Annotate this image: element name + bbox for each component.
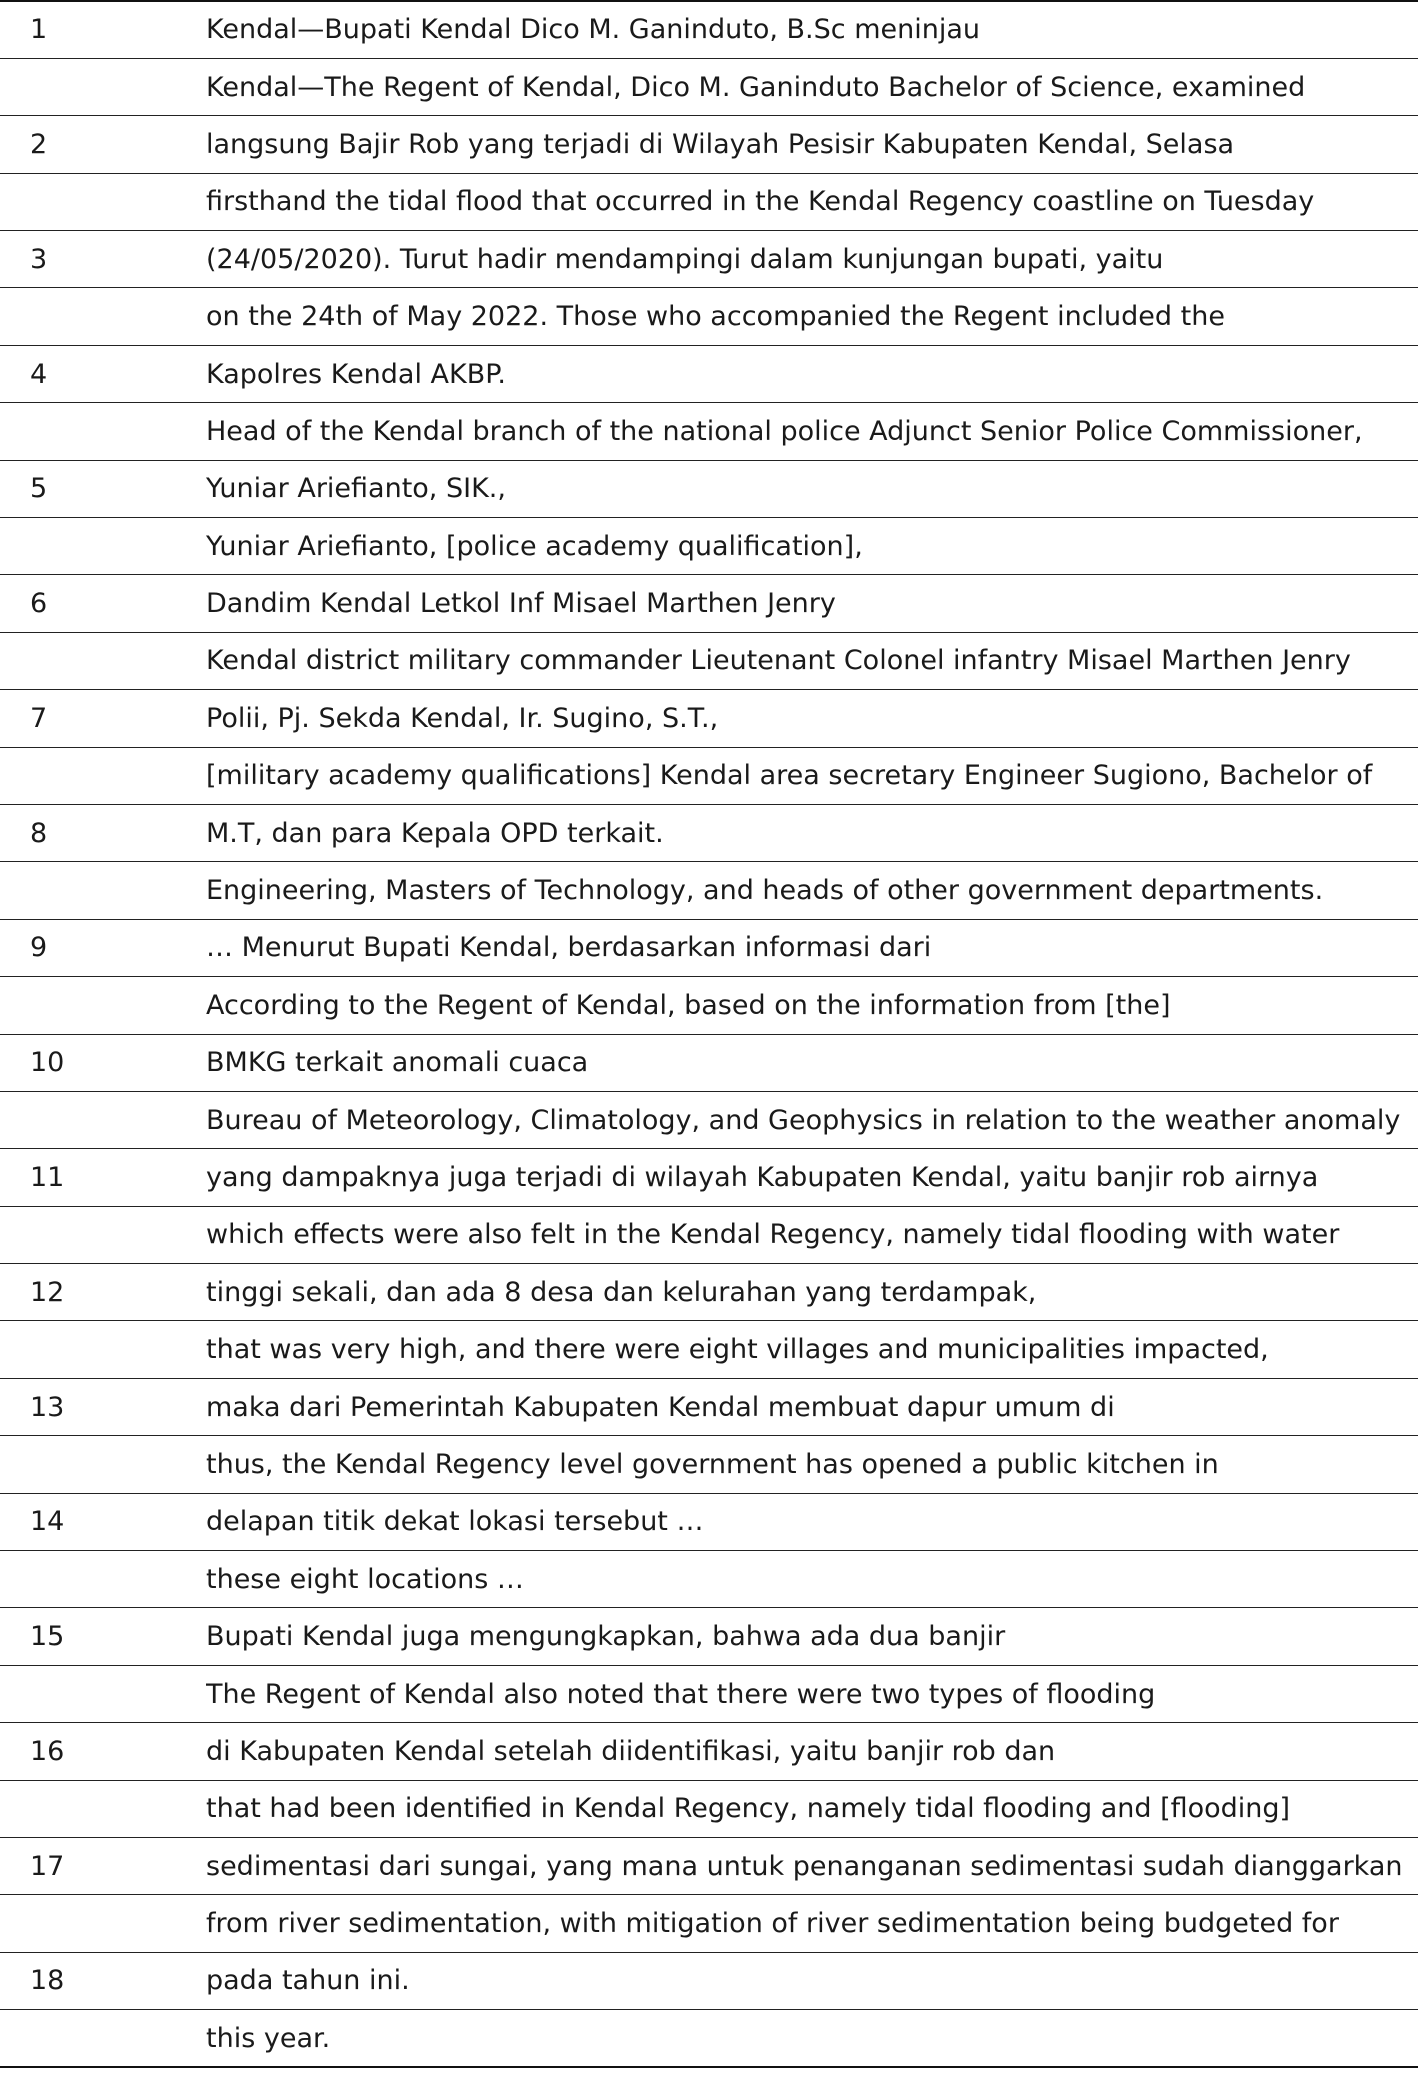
transcript-body [0,1,1418,2067]
translation-line-row [0,862,1418,919]
line-number: 3 [0,231,206,288]
original-text: langsung Bajir Rob yang terjadi di Wilayah Pesisir Kabupaten Kendal, Selasa [206,116,1418,173]
original-line-row [0,1608,1418,1665]
original-text: … Menurut Bupati Kendal, berdasarkan informasi dari [206,919,1418,976]
translation-text: Engineering, Masters of Technology, and heads of other government departments. [206,862,1418,919]
translation-line-row [0,1091,1418,1148]
translation-line-row [0,173,1418,230]
line-number: 8 [0,804,206,861]
translation-line-row [0,1780,1418,1837]
original-line-row [0,1723,1418,1780]
line-number-blank [0,2010,206,2067]
translation-line-row [0,288,1418,345]
translation-text: which effects were also felt in the Kendal Regency, namely tidal flooding with water [206,1206,1418,1263]
line-number: 11 [0,1149,206,1206]
line-number-blank [0,977,206,1034]
translation-text: that was very high, and there were eight villages and municipalities impacted, [206,1321,1418,1378]
original-text: pada tahun ini. [206,1952,1418,2009]
translation-text: firsthand the tidal flood that occurred in the Kendal Regency coastline on Tuesday [206,173,1418,230]
original-line-row [0,690,1418,747]
translation-text: Head of the Kendal branch of the national police Adjunct Senior Police Commissioner, [206,403,1418,460]
line-number-blank [0,403,206,460]
line-number: 15 [0,1608,206,1665]
line-number: 12 [0,1264,206,1321]
original-line-row [0,345,1418,402]
translation-line-row [0,403,1418,460]
original-line-row [0,919,1418,976]
translation-line-row [0,1436,1418,1493]
translation-text: The Regent of Kendal also noted that there were two types of flooding [206,1665,1418,1722]
translation-line-row [0,1551,1418,1608]
original-text: di Kabupaten Kendal setelah diidentifikasi, yaitu banjir rob dan [206,1723,1418,1780]
original-line-row [0,231,1418,288]
original-text: (24/05/2020). Turut hadir mendampingi dalam kunjungan bupati, yaitu [206,231,1418,288]
original-line-row [0,1264,1418,1321]
line-number-blank [0,1780,206,1837]
original-text: maka dari Pemerintah Kabupaten Kendal membuat dapur umum di [206,1378,1418,1435]
original-line-row [0,116,1418,173]
translation-line-row [0,1206,1418,1263]
translation-text: According to the Regent of Kendal, based on the information from [the] [206,977,1418,1034]
line-number-blank [0,1321,206,1378]
line-number-blank [0,747,206,804]
original-line-row [0,460,1418,517]
original-line-row [0,575,1418,632]
line-number: 7 [0,690,206,747]
line-number: 14 [0,1493,206,1550]
translation-text: Kendal district military commander Lieutenant Colonel infantry Misael Marthen Jenry [206,632,1418,689]
translation-line-row [0,2010,1418,2067]
original-line-row [0,1034,1418,1091]
line-number-blank [0,1665,206,1722]
translation-text: Yuniar Ariefianto, [police academy qualification], [206,518,1418,575]
original-text: Kapolres Kendal AKBP. [206,345,1418,402]
translation-line-row [0,747,1418,804]
translation-text: on the 24th of May 2022. Those who accompanied the Regent included the [206,288,1418,345]
translation-text: Bureau of Meteorology, Climatology, and Geophysics in relation to the weather anomaly [206,1091,1418,1148]
line-number: 10 [0,1034,206,1091]
translation-text: this year. [206,2010,1418,2067]
line-number-blank [0,1551,206,1608]
translation-text: Kendal—The Regent of Kendal, Dico M. Ganinduto Bachelor of Science, examined [206,58,1418,115]
translation-line-row [0,1321,1418,1378]
original-line-row [0,1952,1418,2009]
translation-text: that had been identified in Kendal Regency, namely tidal flooding and [flooding] [206,1780,1418,1837]
original-text: Kendal—Bupati Kendal Dico M. Ganinduto, B.Sc meninjau [206,1,1418,58]
original-line-row [0,1,1418,58]
translation-line-row [0,1665,1418,1722]
line-number-blank [0,1436,206,1493]
translation-line-row [0,58,1418,115]
original-text: Dandim Kendal Letkol Inf Misael Marthen Jenry [206,575,1418,632]
translation-line-row [0,518,1418,575]
original-text: BMKG terkait anomali cuaca [206,1034,1418,1091]
translation-line-row [0,977,1418,1034]
line-number: 1 [0,1,206,58]
line-number-blank [0,173,206,230]
translation-line-row [0,1895,1418,1952]
line-number: 4 [0,345,206,402]
translation-text: thus, the Kendal Regency level government has opened a public kitchen in [206,1436,1418,1493]
original-line-row [0,1149,1418,1206]
line-number-blank [0,518,206,575]
original-text: tinggi sekali, dan ada 8 desa dan kelurahan yang terdampak, [206,1264,1418,1321]
original-text: delapan titik dekat lokasi tersebut … [206,1493,1418,1550]
original-text: Bupati Kendal juga mengungkapkan, bahwa ada dua banjir [206,1608,1418,1665]
line-number: 5 [0,460,206,517]
original-line-row [0,1838,1418,1895]
translation-line-row [0,632,1418,689]
original-line-row [0,804,1418,861]
line-number-blank [0,1091,206,1148]
original-text: sedimentasi dari sungai, yang mana untuk penanganan sedimentasi sudah dianggarkan [206,1838,1418,1895]
original-line-row [0,1378,1418,1435]
line-number: 18 [0,1952,206,2009]
line-number: 16 [0,1723,206,1780]
translation-text: from river sedimentation, with mitigation of river sedimentation being budgeted for [206,1895,1418,1952]
line-number-blank [0,1895,206,1952]
translation-text: these eight locations … [206,1551,1418,1608]
original-text: M.T, dan para Kepala OPD terkait. [206,804,1418,861]
original-text: yang dampaknya juga terjadi di wilayah Kabupaten Kendal, yaitu banjir rob airnya [206,1149,1418,1206]
line-number-blank [0,288,206,345]
line-number: 9 [0,919,206,976]
original-text: Polii, Pj. Sekda Kendal, Ir. Sugino, S.T., [206,690,1418,747]
line-number: 6 [0,575,206,632]
line-number: 13 [0,1378,206,1435]
line-number-blank [0,1206,206,1263]
line-number: 2 [0,116,206,173]
line-number-blank [0,58,206,115]
line-number: 17 [0,1838,206,1895]
original-text: Yuniar Ariefianto, SIK., [206,460,1418,517]
line-number-blank [0,632,206,689]
original-line-row [0,1493,1418,1550]
line-number-blank [0,862,206,919]
translation-text: [military academy qualifications] Kendal area secretary Engineer Sugiono, Bachelor of [206,747,1418,804]
